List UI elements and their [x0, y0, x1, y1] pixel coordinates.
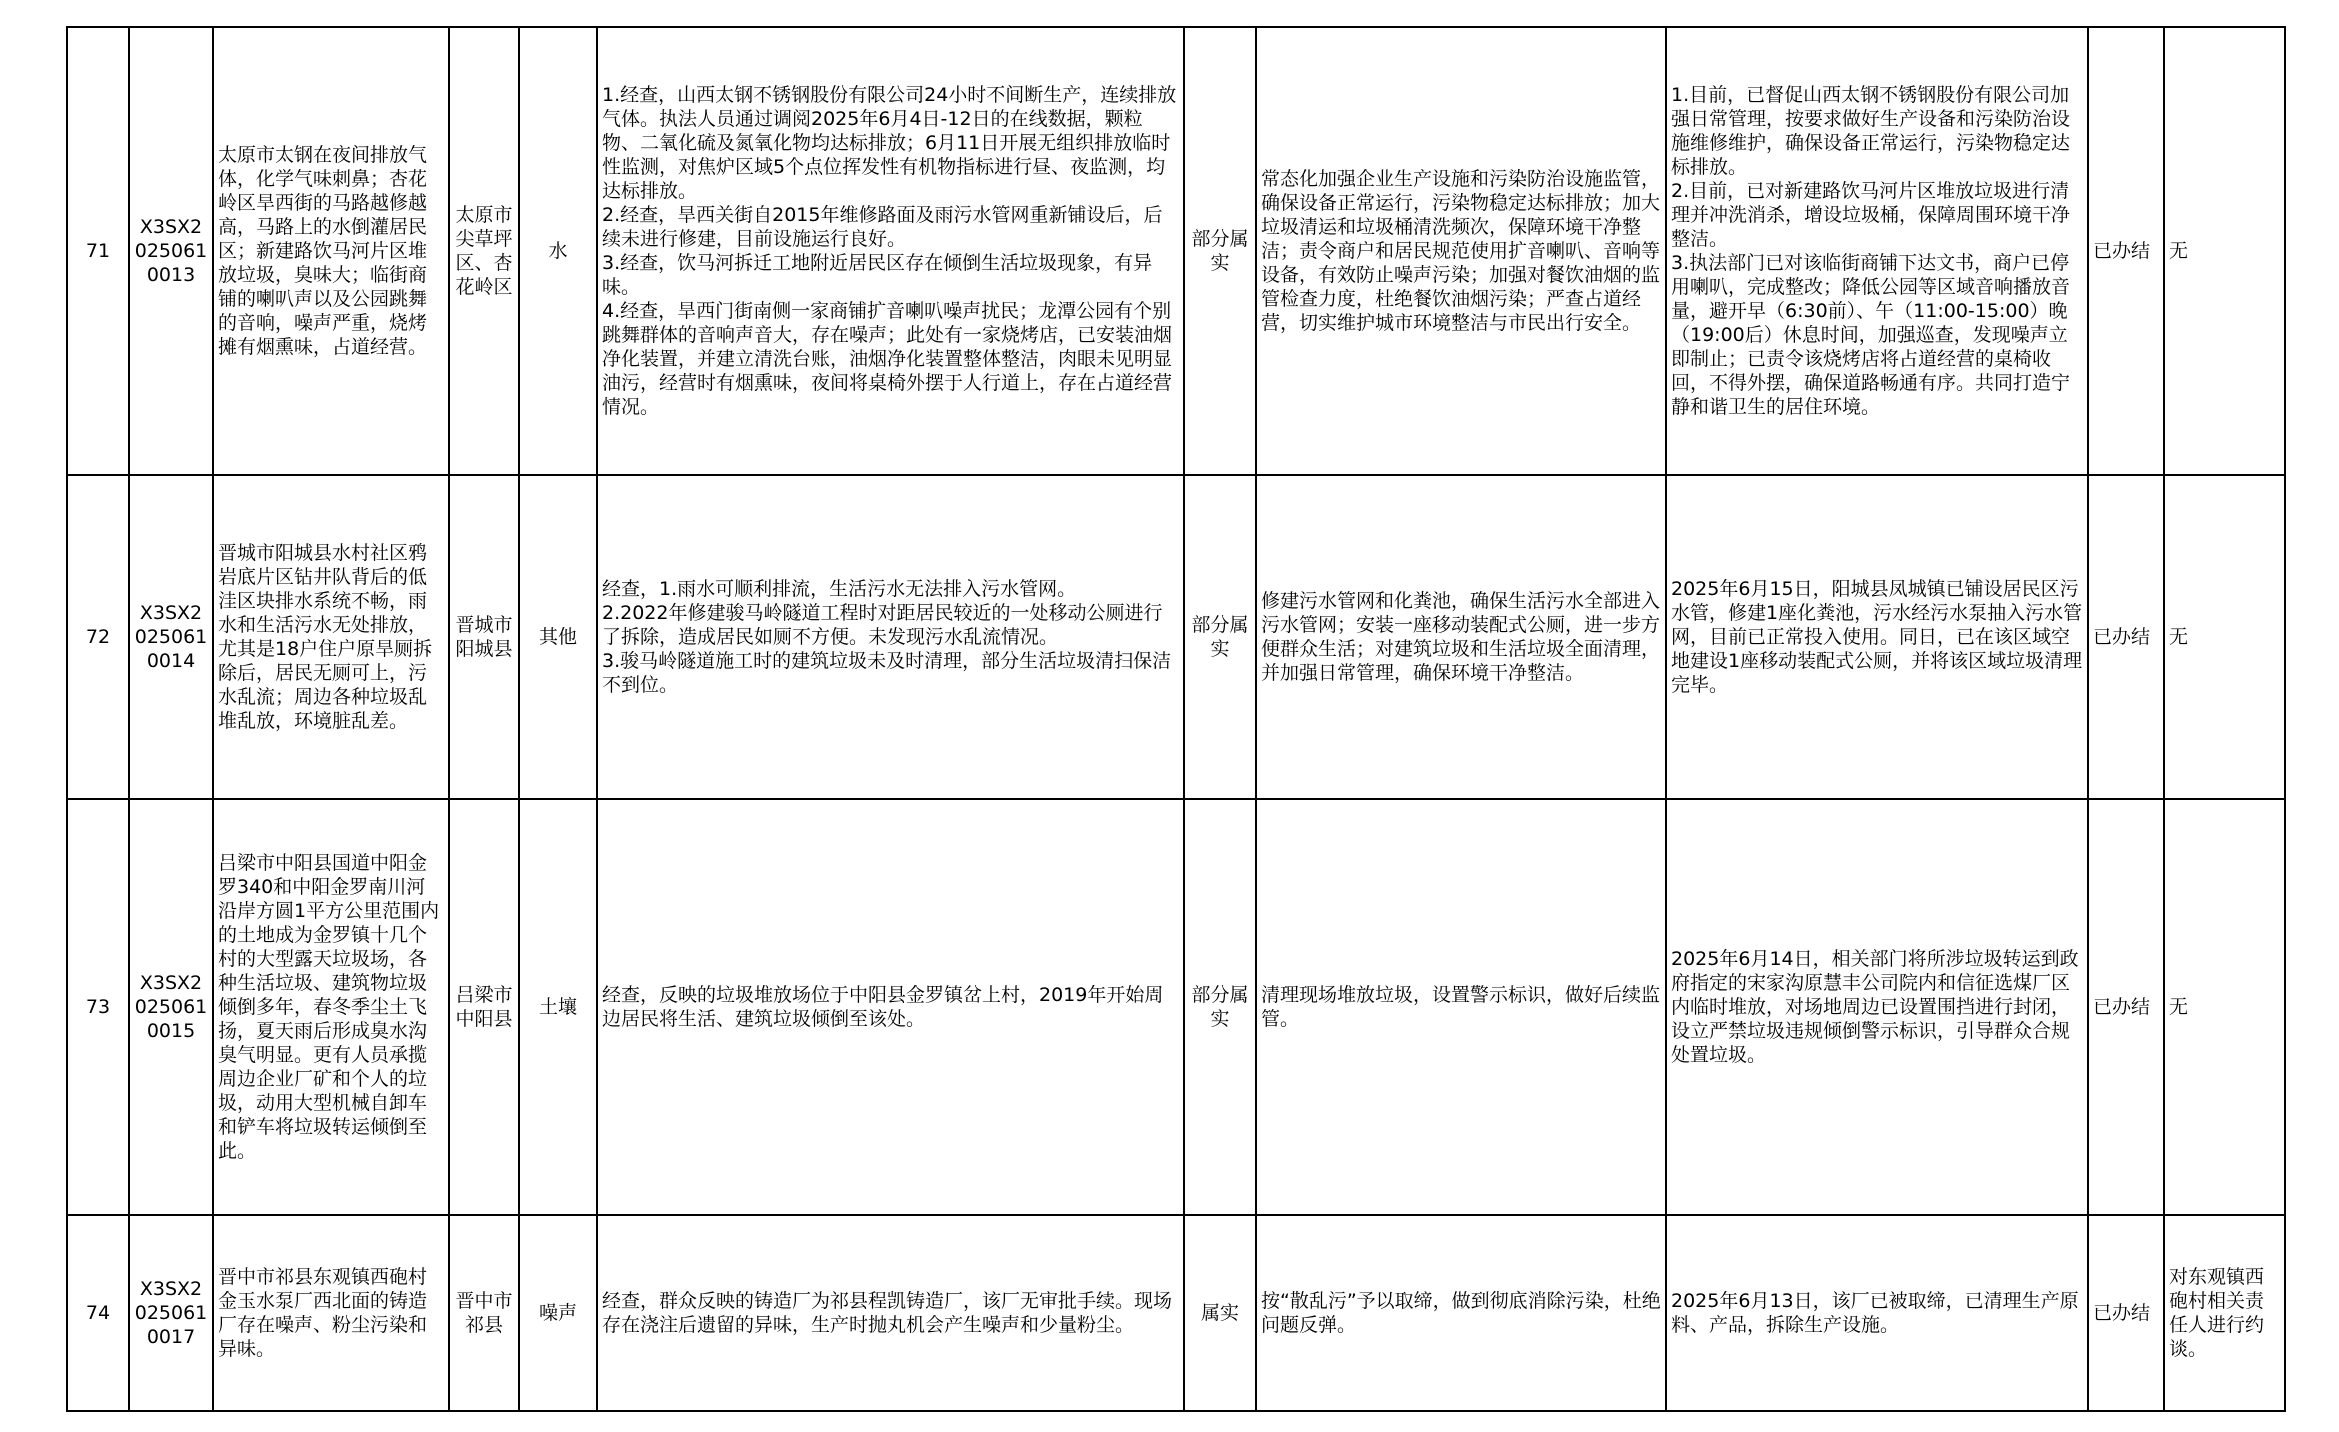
accountability: 无 [2164, 27, 2285, 475]
rectification-measures: 常态化加强企业生产设施和污染防治设施监管，确保设备正常运行，污染物稳定达标排放；加大垃圾清运和垃圾桶清洗频次，保障环境干净整洁；责令商户和居民规范使用扩音喇叭、音响等设备，有效防止噪声污染；加强对餐饮油烟的监管检查力度，杜绝餐饮油烟污染；严查占道经营，切实维护城市环境整洁与市民出行安全。 [1256, 27, 1666, 475]
complaint-content: 吕梁市中阳县国道中阳金罗340和中阳金罗南川河沿岸方圆1平方公里范围内的土地成为金罗镇十几个村的大型露天垃圾场，各种生活垃圾、建筑物垃圾倾倒多年，春冬季尘土飞扬，夏天雨后形成臭水沟臭气明显。更有人员承揽周边企业厂矿和个人的垃圾，动用大型机械自卸车和铲车将垃圾转运倾倒至此。 [213, 799, 449, 1215]
finding-paragraph: 3.经查，饮马河拆迁工地附近居民区存在倾倒生活垃圾现象，有异味。 [602, 252, 1153, 298]
district: 晋中市祁县 [449, 1215, 519, 1411]
table-body [67, 27, 2285, 1411]
finding-paragraph: 3.骏马岭隧道施工时的建筑垃圾未及时清理，部分生活垃圾清扫保洁不到位。 [602, 650, 1172, 696]
finding-paragraph: 2.2022年修建骏马岭隧道工程时对距居民较近的一处移动公厕进行了拆除，造成居民如厕不方便。未发现污水乱流情况。 [602, 602, 1163, 648]
accountability: 无 [2164, 475, 2285, 799]
district: 晋城市阳城县 [449, 475, 519, 799]
progress-paragraph: 2.目前，已对新建路饮马河片区堆放垃圾进行清理并冲洗消杀，增设垃圾桶，保障周围环境干净整洁。 [1671, 180, 2071, 250]
complaint-content: 晋城市阳城县水村社区鸦岩底片区钻井队背后的低洼区块排水系统不畅，雨水和生活污水无处排放，尤其是18户住户原旱厕拆除后，居民无厕可上，污水乱流；周边各种垃圾乱堆乱放，环境脏乱差。 [213, 475, 449, 799]
finding-paragraph: 经查，1.雨水可顺利排流，生活污水无法排入污水管网。 [602, 578, 1077, 600]
row-number: 71 [67, 27, 129, 475]
investigation-findings [597, 27, 1184, 475]
complaint-content: 太原市太钢在夜间排放气体，化学气味刺鼻；杏花岭区旱西街的马路越修越高，马路上的水倒灌居民区；新建路饮马河片区堆放垃圾，臭味大；临街商铺的喇叭声以及公园跳舞的音响，噪声严重，烧烤摊有烟熏味，占道经营。 [213, 27, 449, 475]
table-row [67, 475, 2285, 799]
progress-paragraph: 3.执法部门已对该临街商铺下达文书，商户已停用喇叭，完成整改；降低公园等区域音响播放音量，避开早（6:30前）、午（11:00-15:00）晚（19:00后）休息时间，加强巡查，发现噪声立即制止；已责令该烧烤店将占道经营的桌椅收回，不得外摆，确保道路畅通有序。共同打造宁静和谐卫生的居住环境。 [1671, 252, 2071, 418]
finding-paragraph: 4.经查，旱西门街南侧一家商铺扩音喇叭噪声扰民；龙潭公园有个别跳舞群体的音响声音大，存在噪声；此处有一家烧烤店，已安装油烟净化装置，并建立清洗台账，油烟净化装置整体整洁，肉眼未见明显油污，经营时有烟熏味，夜间将桌椅外摆于人行道上，存在占道经营情况。 [602, 300, 1173, 418]
finding-paragraph: 1.经查，山西太钢不锈钢股份有限公司24小时不间断生产，连续排放气体。执法人员通过调阅2025年6月4日-12日的在线数据，颗粒物、二氧化硫及氮氧化物均达标排放；6月11日开展无组织排放临时性监测，对焦炉区域5个点位挥发性有机物指标进行昼、夜监测，均达标排放。 [602, 84, 1177, 202]
accountability: 无 [2164, 799, 2285, 1215]
finding-paragraph: 经查，反映的垃圾堆放场位于中阳县金罗镇岔上村，2019年开始周边居民将生活、建筑垃圾倾倒至该处。 [602, 984, 1164, 1030]
case-status: 已办结 [2088, 475, 2164, 799]
pollution-type: 水 [519, 27, 597, 475]
case-code: X3SX20250610017 [129, 1215, 213, 1411]
rectification-measures: 清理现场堆放垃圾，设置警示标识，做好后续监管。 [1256, 799, 1666, 1215]
case-code: X3SX20250610014 [129, 475, 213, 799]
table-row [67, 799, 2285, 1215]
investigation-findings [597, 799, 1184, 1215]
district: 太原市尖草坪区、杏花岭区 [449, 27, 519, 475]
rectification-progress [1666, 475, 2088, 799]
pollution-type: 噪声 [519, 1215, 597, 1411]
accountability: 对东观镇西砲村相关责任人进行约谈。 [2164, 1215, 2285, 1411]
rectification-measures: 修建污水管网和化粪池，确保生活污水全部进入污水管网；安装一座移动装配式公厕，进一步方便群众生活；对建筑垃圾和生活垃圾全面清理，并加强日常管理，确保环境干净整洁。 [1256, 475, 1666, 799]
rectification-progress [1666, 27, 2088, 475]
rectification-measures: 按“散乱污”予以取缔，做到彻底消除污染，杜绝问题反弹。 [1256, 1215, 1666, 1411]
case-code: X3SX20250610013 [129, 27, 213, 475]
rectification-progress [1666, 1215, 2088, 1411]
case-code: X3SX20250610015 [129, 799, 213, 1215]
progress-paragraph: 2025年6月14日，相关部门将所涉垃圾转运到政府指定的宋家沟原慧丰公司院内和信征选煤厂区内临时堆放，对场地周边已设置围挡进行封闭，设立严禁垃圾违规倾倒警示标识，引导群众合规处置垃圾。 [1671, 948, 2079, 1066]
row-number: 72 [67, 475, 129, 799]
progress-paragraph: 2025年6月13日，该厂已被取缔，已清理生产原料、产品，拆除生产设施。 [1671, 1290, 2079, 1336]
verdict: 属实 [1184, 1215, 1256, 1411]
verdict: 部分属实 [1184, 27, 1256, 475]
table-row [67, 1215, 2285, 1411]
progress-paragraph: 2025年6月15日，阳城县凤城镇已铺设居民区污水管，修建1座化粪池，污水经污水泵抽入污水管网，目前已正常投入使用。同日，已在该区域空地建设1座移动装配式公厕，并将该区域垃圾清理完毕。 [1671, 578, 2083, 696]
case-status: 已办结 [2088, 27, 2164, 475]
complaint-table [66, 26, 2286, 1412]
pollution-type: 其他 [519, 475, 597, 799]
row-number: 73 [67, 799, 129, 1215]
investigation-findings [597, 475, 1184, 799]
district: 吕梁市中阳县 [449, 799, 519, 1215]
case-status: 已办结 [2088, 1215, 2164, 1411]
finding-paragraph: 2.经查，旱西关街自2015年维修路面及雨污水管网重新铺设后，后续未进行修建，目前设施运行良好。 [602, 204, 1163, 250]
verdict: 部分属实 [1184, 799, 1256, 1215]
pollution-type: 土壤 [519, 799, 597, 1215]
row-number: 74 [67, 1215, 129, 1411]
table-row [67, 27, 2285, 475]
case-status: 已办结 [2088, 799, 2164, 1215]
finding-paragraph: 经查，群众反映的铸造厂为祁县程凯铸造厂，该厂无审批手续。现场存在浇注后遗留的异味，生产时抛丸机会产生噪声和少量粉尘。 [602, 1290, 1173, 1336]
verdict: 部分属实 [1184, 475, 1256, 799]
complaint-content: 晋中市祁县东观镇西砲村金玉水泵厂西北面的铸造厂存在噪声、粉尘污染和异味。 [213, 1215, 449, 1411]
investigation-findings [597, 1215, 1184, 1411]
progress-paragraph: 1.目前，已督促山西太钢不锈钢股份有限公司加强日常管理，按要求做好生产设备和污染防治设施维修维护，确保设备正常运行，污染物稳定达标排放。 [1671, 84, 2071, 178]
rectification-progress [1666, 799, 2088, 1215]
